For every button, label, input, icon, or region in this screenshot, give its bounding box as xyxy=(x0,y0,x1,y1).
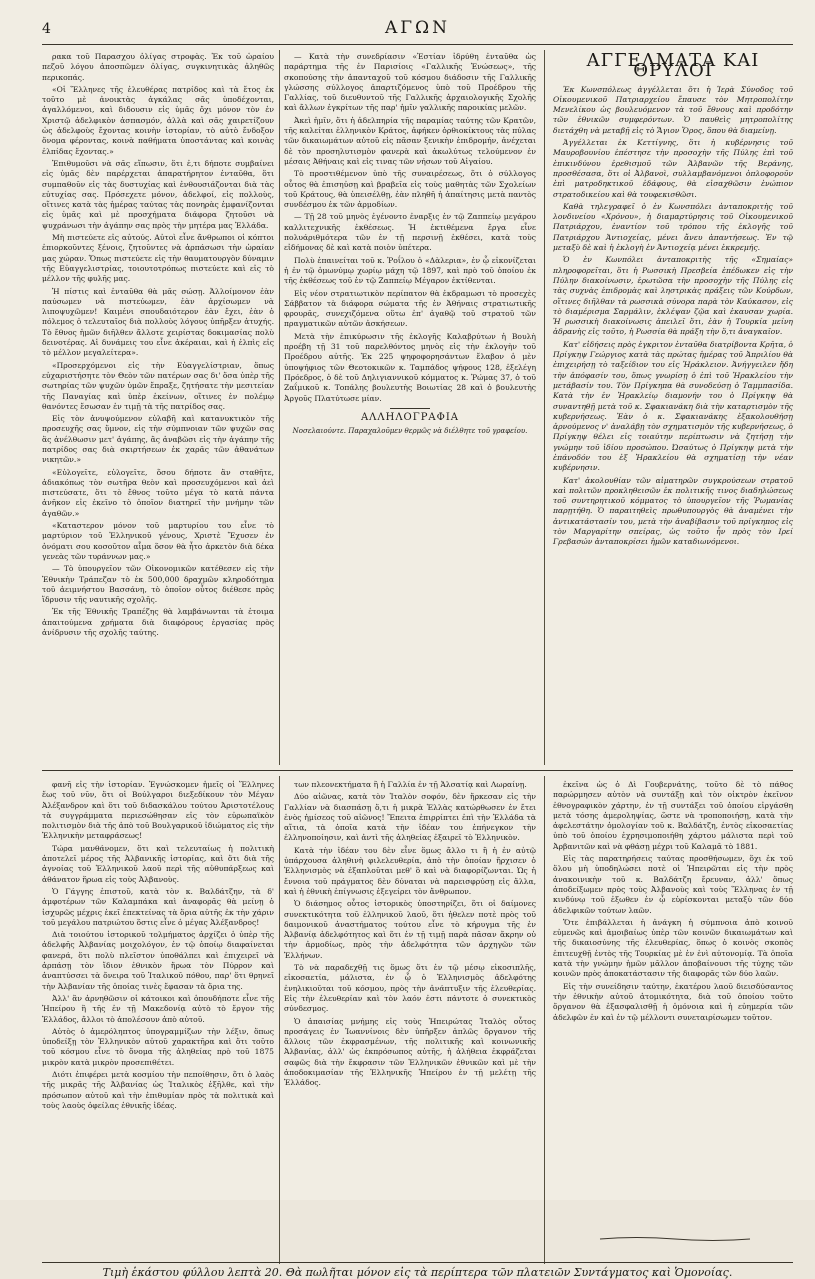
price-notice: Τιμὴ ἑκάστου φύλλου λεπτὰ 20. Θὰ πωλῆται μόνον εἰς τὰ περίπτερα τῶν πλατειῶν Συντάγματος καὶ Ὁμονοίας. xyxy=(102,1266,733,1279)
article-paragraph: ρακα τοῦ Παρασχου ὀλίγας στροφὰς. Ἐκ τοῦ ὡραίου πεζοῦ λόγου ἀποσπῶμεν ὀλίγας, συγκινητικὰς ἀληθῶς περικοπάς. xyxy=(42,52,274,82)
article-paragraph: Αὐτὸς ὁ ἀμερόληπτος ὑπογραμμίζων τὴν λέξιν, ὅπως ὑποδείξῃ τὸν Ἑλληνικὸν αὐτοῦ χαρακτῆρα καὶ ὅτι τοῦτο τοῦ κόσμου εἶνε τὸ ὄνομα τῆς ἀληθείας πρὸ τοῦ 1875 μικρὸν κατὰ μικρὸν προσεπιθέτει. xyxy=(42,1026,274,1067)
column-rule xyxy=(544,50,545,765)
article-paragraph: Ἐπιθυμοῦσι νὰ σᾶς εἴπωσιν, ὅτι ἐ,τι δήποτε συμβαίνει εἰς ὑμᾶς δὲν παρέρχεται ἀπαρατήρητον ἐνταῦθα, ὅτι συμπαθοῦν εἰς τὰς δυστυχίας καὶ ἐνθουσιάζονται διὰ τὰς εὐτυχίας σας. Πρόσεχετε μόνον, ἀδελφοί, εἰς πολλοὺς, οἵτινες κατὰ τὰς ἡμέρας ταύτας τὰς πονηρὰς ἐμφανίζονται εἰς ὑμᾶς καὶ μὲ προσχήματα διάφορα ζητοῦσι νὰ ψυχράνωσι τὴν ἀγάπην σας πρὸς τὴν μητέρα μας Ἑλλάδα. xyxy=(42,158,274,230)
article-paragraph: Ἀλλ' ἂν ἀρνηθῶσιν οἱ κάτοικοι καὶ ὁπουδήποτε εἶνε τῆς Ἠπείρου ἢ τῆς ἐν τῇ Μακεδονίᾳ αὐτὸ τὸ ἔργον τῆς Ἑλλάδος, ἄλλοι τὸ ἀπολέσουν ἀπὸ αὐτοῦ. xyxy=(42,993,274,1024)
footer-divider xyxy=(42,1262,793,1263)
article-paragraph: Τὸ νὰ παραδεχθῇ τις ὅμως ὅτι ἐν τῷ μέσῳ εἰκοσιπλῆς, εἰκοσαετία, μάλιστα, ἐν ᾧ ὁ Ἑλληνισμὸς ἀδελφότης ἐνηλικιοῦται τοῦ κόσμου, πρὸς τὴν ἀνάπτυξιν τῆς ἐλευθερίας. Εἰς τὴν ἐλευθερίαν καὶ τὸν λαόν ἐστι πάντοτε ὁ συνεκτικὸς σύνδεσμος. xyxy=(284,963,536,1014)
article-paragraph: — Κατὰ τὴν συνεδρίασιν «Ἑστίαν ἰδρύθη ἐνταῦθα ὡς παράρτημα τῆς ἐν Παρισίοις «Γαλλικῆς Ἑνώσεως», τῆς σκοπούσης τὴν ἀπανταχοῦ τοῦ κόσμου διάδοσιν τῆς Γαλλικῆς γλώσσης σύλλογος ἀπαρτιζόμενος ὑπὸ τοῦ Προέδρου τῆς Γαλλίας, τοῦ διευθυντοῦ τῆς Γαλλικῆς ἀρχαιολογικῆς Σχολῆς καὶ ἄλλων ἐγκρίτων τῆς παρ' ἡμῖν γαλλικῆς παροικίας μελῶν. xyxy=(284,52,536,113)
column-left-lower xyxy=(42,780,274,1260)
page-header xyxy=(42,18,793,45)
news-item: Ὁ ἐν Κωνπόλει ἀνταποκριτὴς τῆς «Σημαίας» πληροφορεῖται, ὅτι ἡ Ρωσσικὴ Πρεσβεία ἐπέδωκεν εἰς τὴν Πύλην διακοίνωσιν, ἐρωτῶσα τὴν προσοχὴν τῆς Πύλης εἰς τὰς συχνὰς ἐπιδρομὰς καὶ ληστρικὰς πράξεις τῶν Κούρδων, οἵτινες διῆλθαν τὰ ρωσσικὰ σύνορα παρὰ τὸν Καύκασον, εἰς τὸ διαμέρισμα Σαρμάλιν, ἐκλέψαν ζῷα καὶ ἐκαυσαν χωρία. Ἡ ρωσσικὴ διακοίνωσις ἀπειλεῖ ὅτι, ἐὰν ἡ Τουρκία μείνη ἀδρανὴς εἰς τοῦτο, ἡ Ρωσσία θὰ πράξη τὴν ὅ,τι ἀναγκαῖον. xyxy=(553,255,793,337)
page-number: 4 xyxy=(42,21,51,37)
column-right xyxy=(553,52,793,764)
column-middle xyxy=(284,52,536,637)
correspondence-heading: ΑΛΛΗΛΟΓΡΑΦΙΑ xyxy=(360,411,460,423)
column-rule xyxy=(544,776,545,1264)
article-paragraph: των πλεονεκτήματα ἢ ἡ Γαλλία ἐν τῇ Ἀλσατίᾳ καὶ Λωραίνῃ. xyxy=(294,780,527,789)
article-paragraph: Ἡ πίστις καὶ ἐνταῦθα θὰ μᾶς σώσῃ. Ἀλλοίμονον ἐὰν παύσωμεν νὰ πιστεύωμεν, ἐὰν ἀρχίσωμεν νὰ λιποψυχῶμεν! Καιμένι σπουδαιότερον ἐὰν ἔχει, ἐὰν ὁ πόλεμος ὁ τελευταῖος διὰ πολλοὺς λόγους ὑπῆρξεν ἀτυχής. Τὸ ἔθνος ἡμῶν διῆλθεν ἄλλοτε χειρίστας δοκιμασίας πολὺ δεινοτέρας. Αἱ δυνάμεις του εἶνε ἀκέραιαι, καὶ ἡ ἐλπὶς εἰς τὸ μέλλον μεγαλείτερα». xyxy=(42,286,274,358)
news-item: Καθὰ τηλεγραφεῖ ὁ ἐν Κωνσπόλει ἀνταποκριτὴς τοῦ λονδινείου «Χρόνου», ἡ διαμαρτύρησις τοῦ Οἰκουμενικοῦ Πατριάρχου, ἐναντίον τοῦ τρόπου τῆς ἐκλογῆς τοῦ Πατριάρχου Ἀντιοχείας, μένει ἄνευ ἀπαντήσεως. Ἐν τῷ μεταξὺ δὲ καὶ ἡ ἐκλογὴ ἐν Ἀντιοχείᾳ μένει ἐκκρεμής. xyxy=(553,201,793,253)
correspondence-notice: Νοσελαιούντε. Παραχαλοῦμεν θερμῶς νὰ διέλθητε τοῦ γραφείου. xyxy=(292,427,528,436)
article-paragraph: Τώρα μανθάνομεν, ὅτι καὶ τελευταίως ἡ πολιτικὴ ἀποτελεῖ μέρος τῆς Ἀλβανικῆς ἱστορίας, καὶ ὅτι διὰ τῆς ἀγνοίας τοῦ Ἑλληνικοῦ λαοῦ περὶ τῆς αὐθυπάρξεως καὶ ἀθάνατον ἥρωα εἰς τοὺς Ἀλβανοὺς. xyxy=(42,843,274,884)
article-paragraph: Μετὰ τὴν ἐπικύρωσιν τῆς ἐκλογῆς Καλαβρύτων ἡ Βουλὴ προέβη τῇ 31 τοῦ παρελθόντος μηνὸς εἰς τὴν ἐκλογὴν τοῦ Προέδρου αὐτῆς. Ἐκ 225 ψηφοφορησάντων ἔλαβον ὁ μὲν ὑποψήφιος τῶν Θεοτοκικῶν κ. Ταμπάδος ψήφους 128, ἐξελέγη Πρόεδρος, ὁ δὲ τοῦ Δηλιγιαννικοῦ κόμματος κ. Ῥώμας 37, ὁ τοῦ Ζαΐμικοῦ κ. Τοπάλης βουλευτὴς Βοιωτίας 28 καὶ ὁ βουλευτὴς Ἀργοῦς Πλατύτωσε μίαν. xyxy=(284,331,536,403)
news-item: Ἐκ Κωνσπόλεως ἀγγέλλεται ὅτι ἡ Ἱερὰ Σύνοδος τοῦ Οἰκουμενικοῦ Πατριαρχείου ἔπαυσε τὸν Μητροπολίτην Μενελίκου ὡς βουλευόμενον τὰ τοῦ ἔθνους καὶ προδότην τῶν ἐθνικῶν συμφερόντων. Ὁ παυθεὶς μητροπολίτης διετάχθη νὰ μεταβῇ εἰς τὸ Ἅγιον Ὄρος, ὅπου θὰ διαμείνῃ. xyxy=(553,84,793,135)
article-paragraph: — Τῇ 28 τοῦ μηνὸς ἐγένοντο ἐναρξις ἐν τῷ Ζαππείῳ μεγάρου καλλιτεχνικῆς ἐκθέσεως. Ἡ ἐκτιθέμενα ἔργα εἶνε πολυάριθμότερα τῶν ἐν τῇ περσινῇ ἐκθέσει, κατὰ τοὺς εἰδήμονας δὲ καὶ κατὰ ποιὸν ὑπέτερα. xyxy=(284,212,536,253)
article-paragraph: Κατὰ τὴν ἰδέαν του δὲν εἶνε ὅμως ἄλλο τι ἢ ἡ ἐν αὐτῷ ὑπάρχουσα ἀληθινὴ φιλελευθερία, ἀπὸ τὴν ὁποίαν ἤρχισεν ὁ Ἑλληνισμὸς νὰ ἐξαπλοῦται μεθ' ὃ καὶ νὰ διαφορίζωνται. Ὡς ἡ ἔννοια τοῦ πράγματος δὲν δύναται νὰ παρεισφρύσῃ εἰς ἄλλα, καὶ ἡ ἐθνικὴ ἐπίγνωσις ἐξεγείρει τὸν ἄνθρωπον. xyxy=(284,845,536,896)
article-paragraph: ἐκεῖνα ὡς ὁ Δὶ Γουβερνάτης, τοῦτο δὲ τὸ πάθος παρώρμησεν αὐτὸν νὰ συντάξῃ καὶ τὸν οἰκτρὸν ἐκεῖνον ἐθνογραφικὸν χάρτην, ἐν τῇ συντάξει τοῦ ὁποίου εἰργάσθη μετὰ τόσης ἀμεροληψίας, ὥστε νὰ τροποποιήσῃ, κατὰ τὴν ἀφελεστάτην ὁμολογίαν τοῦ κ. Βαλδάτζη, ἐντὸς εἰκοσαετίας ὑπὸ τοῦ ὁποίου ἐχρησιμοποιήθη χάρτου μάλιστα περὶ τοῦ Ἀρβανιτῶν καὶ νὰ φθάσῃ μέχρι τοῦ Καλαμᾶ τὸ 1881. xyxy=(553,780,793,851)
article-paragraph: Ὁ ἀπαισίας μνήμης εἰς τοὺς Ἠπειρώτας Ἰταλὸς οὗτος προσάγεις ἐν Ἰωαννίνοις δὲν ὑπῆρξεν ἁπλῶς ὄργανον τῆς ἄλλοις τῶν ἐκφρασμένων, τῆς πολιτικῆς καὶ κοινωνικῆς Ἀλβανίας, ἀλλ' ὡς ἐκπρόσωπος αὐτῆς, ἡ ἀλήθεια ἐκφράζεται σαφῶς διὰ τὴν ἔκφρασιν τῶν Ἑλληνικῶν ἐθνικῶν καὶ μὲ τὴν ἀποδοκιμασίαν τῆς Ἑλληνικῆς Ἠπείρου ἐν τῇ μελέτῃ τῆς Ἑλλάδος. xyxy=(284,1016,536,1088)
article-paragraph: Πολὺ ἐπαινείται τοῦ κ. Ῥοΐλου ὁ «Δὰλερια», ἐν ᾧ εἰκονίζεται ἡ ἐν τῷ ὁμωνύμῳ χωρίῳ μάχη τῷ 1897, καὶ πρὸ τοῦ ὁποίου ἐκ τῆς ἐκθέσεως τοῦ ἐν τῷ Ζαππείῳ Μέγαρον ἐκτίθενται. xyxy=(284,255,536,286)
article-paragraph: Εἰς νέον στρατιωτικὸν περίπατον θὰ ἐκδραμωσι τὸ προσεχὲς Σάββατον τὰ διάφορα σώματα τῆς ἐν Ἀθήναις στρατιωτικῆς φρουρᾶς, συνεχιζόμενα οὕτω ἐπ' ἀγαθῷ τοῦ στρατοῦ τῶν πραγματικῶν αὐτῶν ἀσκήσεων. xyxy=(284,288,536,329)
column-right-lower xyxy=(553,780,793,1258)
article-paragraph: Διὰ τοιούτου ἱστορικοῦ τολμήματος ἀρχίζει ὁ ὑπὲρ τῆς ἀδελφῆς Ἀλβανίας μοιχολόγον, ἐν τῷ ὁποίῳ διαφαίνεται φανερά, ὅτι πολὺ πλεῖστον ὑποθάλπει καὶ ἐπιχειρεῖ νὰ ἀρπάσῃ τὸν ἴδιον ἐθνικὸν ἥρωα τὸν Πύρρον καὶ ἀναπτύσσει τὰ ὄνειρα τοῦ Ἰταλικοῦ πόθου, παρ' ὅτι θρηνεῖ τὴν Ἀλβανίαν τῆς ὁποίας τινὲς ἔφασαν τὰ ὅρια της. xyxy=(42,930,274,991)
article-paragraph: «Καταστερον μόνον τοῦ μαρτυρίου του εἶνε τὸ μαρτύριον τοῦ Ἑλληνικοῦ γένους, Χριστὲ Ἔχυσεν ἐν ὀνόματι σου κοσοῦτον αἷμα ὅσον θὰ ἦτο ἀρκετὸν διὰ δέκα γενεὰς τῶν τυράννων μας.» xyxy=(42,521,274,561)
column-rule xyxy=(279,776,280,1264)
article-paragraph: Ἐκ τῆς Ἐθνικῆς Τραπέζης θὰ λαμβάνωνται τὰ ἐτοιμα ἀπαιτούμενα χρήματα διὰ διαφόρους ἐργασίας πρὸς ἀνίδρυσιν τῆς σχολῆς ταύτης. xyxy=(42,607,274,638)
news-item: Κατ' ἀκολουθίαν τῶν αἱματηρῶν συγκρούσεων στρατοῦ καὶ πολιτῶν προκληθεισῶν ἐκ πολιτικῆς τινος διαδηλώσεως τοῦ συντηρητικοῦ κόμματος τὸ ὑπουργεῖον τῆς Ῥωμανίας παρῃτήθη. Ὁ παραιτηθεὶς πρωθυπουργὸς θὰ ἀναμένει τὴν ἀντικατάστασίν του, μετὰ τὴν ἀναβίβασιν τοῦ πρίγκηπος εἰς τὸν Μαργαρίτην σπείρας, ὡς τοῦτο ἦν πρὸς τὸν Ιρεί Γρεβασών ἀνταποκρίσει ἡμῶν καταδιωνόμενοι. xyxy=(553,475,793,547)
section-divider xyxy=(42,770,793,771)
column-rule xyxy=(279,50,280,765)
ornament-rule xyxy=(600,1236,750,1242)
article-paragraph: Ὁ διάσημος οὗτος ἱστορικὸς ὑποστηρίζει, ὅτι οἱ δαίμονες συνεκτικότητα τοῦ ἑλληνικοῦ λαοῦ, ὅτι ἡθελεν ποτὲ πρὸς τοῦ δαιμονικοῦ ἀναστήματος τούτου εἶνε τὸ κήρυγμα τῆς ἐν Ἀλβανίᾳ ἀδελφότητος καὶ ὅτι ἐν τῇ τιμῇ παρὰ πᾶσαν ἄκρην οὐ τὴν ἀρμοδίως, πρὸς τὴν ἀδελφότητα τῶν ἀρχηγῶν τῶν Ἑλλήνων. xyxy=(284,899,536,960)
article-paragraph: Ὅτε ἐπιβάλλεται ἡ ἀνάγκη ἡ σύμπνοια ἀπὸ κοινοῦ εὐμενῶς καὶ ἀμοιβαίως ὑπὲρ τῶν κοινῶν δικαιωμάτων καὶ τῆς δικαιοσύνης τῆς ἐλευθερίας, ὅπως ὁ κοινὸς σκοπὸς ἐπιτευχθῇ ἐντὸς τῆς Τουρκίας μὲ ἐν ἑνὶ αὐτονομίᾳ. Τὰ ὁποῖα κατὰ τὴν γνώμην ἡμῶν μᾶλλον ἀποβαίνουσι τῆς τύχης τῶν κοινῶν πρὸς ἀποκατάστασιν τῆς διαφορᾶς τῶν δύο λαῶν. xyxy=(553,917,793,979)
article-paragraph: φανῆ εἰς τὴν ἱστορίαν. Ἐγνώσκομεν ἡμεῖς οἱ Ἕλληνες ἕως τοῦ νῦν, ὅτι οἱ Βούλγαροι διεξεδίκουν τὸν Μέγαν Ἀλέξανδρον καὶ ὅτι τοῦ διδασκάλου τούτου Ἀριστοτέλους τὰ συγγράμματα περιεσώθησαν εἰς τὸν εὐρωπαϊκὸν πολιτισμὸν διὰ τῆς ἀπὸ τοῦ Βουλγαρικοῦ ἰδιώματος εἰς τὴν Ἑλληνικὴν μεταφράσεως! xyxy=(42,780,274,841)
article-paragraph: Ὁ Γάγγης ἐπιστοῦ, κατὰ τὸν κ. Βαλδάτζην, τὰ δ' ἀμφοτέρων τῶν Καλαμπάκα καὶ ἀναφορᾶς θὰ μείνῃ ὁ ἰσχυρῶς μέχρις ἐκεῖ ἐπεκτείνας τὰ ὅρια αὐτῆς ἐκ τὴν χάριν τοῦ μεγάλου πατριώτου ὅστις εἶνε ὁ μέγας Ἀλέξανδρος! xyxy=(42,886,274,927)
masthead: ΑΓΩΝ xyxy=(384,18,451,38)
article-paragraph: — Τὸ ὑπουργεῖον τῶν Οἰκονομικῶν κατέθεσεν εἰς τὴν Ἐθνικὴν Τράπεζαν τὸ ἐκ 500,000 δραχμῶν κληροδότημα τοῦ ἀειμνήστου Βασσάνη, τὸ ὁποῖον οὗτος διέθεσε πρὸς ἵδρυσιν τῆς ναυτικῆς σχολῆς. xyxy=(42,564,274,605)
article-paragraph: Εἰς τὴν συνείδησιν ταύτην, ἑκατέρου λαοῦ διεισδύσαντος τὴν ἐθνικὴν αὐτοῦ ἀτομικότητα, διὰ τοῦ ὁποίου τοῦτο ὄργανον θὰ ἐξασφαλισθῇ ἡ ὁμόνοια καὶ ἡ εὐημερία τῶν ἀδελφῶν ἐν καὶ ἐν τῷ μέλλοντι συνεταιρίσωμεν τοῦτον. xyxy=(553,981,793,1022)
article-paragraph: Ἀκεὶ ἡμῖν, ὅτι ἡ ἀδελπηρία τῆς παραμίας ταύτης τῶν Κρατῶν, τῆς καλείται ἑλληνικὸν Κράτος, ἀφήκεν ὁρθιοκίκτους τὰς πύλας τῶν δικαιωμάτων αὐτοῦ εἰς πᾶσαν ξενικὴν ἐπιδρομήν, ἀνέχεται δὲ τὸν προσηλυτισμὸν φανερὰ καὶ ἀκωλύτως τελούμενον ἐν μέσαις Ἀθήναις καὶ εἰς τινας τῶν νήσων τοῦ Αἰγαίου. xyxy=(284,115,536,166)
news-item: Ἀγγέλλεται ἐκ Κεττίγνης, ὅτι ἡ κυβέρνησις τοῦ Μαυροβουνίου ἐπέστησε τὴν προσοχὴν τῆς Πύλης ἐπὶ τοῦ ἐπικινδύνου ἐρεθισμοῦ τῶν Ἀλβανῶν τῆς Βεράνης, προσθέσασα, ὅτι οἱ Ἀλβανοὶ, συλλαμβανόμενοι ὁπλοφοροῦν ἐπὶ ματροδηκτικοῦ ἐδάφους, θὰ εἰσαχθῶσιν ἐνώπιον στρατοδικείου καὶ θὰ τουφεκισθῶσι. xyxy=(553,138,793,199)
article-paragraph: «Προσερχόμενοι εἰς τὴν Εὐαγγελίστριαν, ὅπως εὐχαριστήσητε τὸν Θεὸν τῶν πατέρων σας δι' ὅσα ὑπὲρ τῆς σωτηρίας τῶν ψυχῶν ὑμῶν ἔπραξε, ζητήσατε τὴν μεσιτείαν τῆς Παναγίας καὶ ὑπὲρ ἐκείνων, οἵτινες ἐν πολέμῳ θανόντες ἔσωσαν ἐν τιμῇ τὰ τῆς πατρίδος σας. xyxy=(42,360,274,411)
separator xyxy=(390,408,430,409)
column-left xyxy=(42,52,274,638)
article-paragraph: «Οἱ Ἕλληνες τῆς ἐλευθέρας πατρίδος καὶ τὰ ἔτος ἐκ τοῦτο μὲ ἀνοικτὰς ἀγκάλας σᾶς ὑποδέχονται, ἀγαλλόμενοι, καὶ διδουσιν εἰς ὑμᾶς ὄχι μόνον τὸν ἐν Χριστῷ ἀδελφικὸν ἀσπασμόν, ἀλλὰ καὶ σᾶς χαιρετίζουν ὡς ἀδελφοὺς ἔχοντας κοινὴν ἱστορίαν, τὸ αὐτὸ ἔνδοξον ὄνομα φέροντας, κοινὰ παθήματα ὑποστάντας καὶ κοινὰς ἐλπίδας ἔχοντας.» xyxy=(42,84,274,156)
news-item: Κατ' εἰδήσεις πρὸς ἐγκριτον ἐνταῦθα διατρίβοντα Κρῆτα, ὁ Πρίγκηψ Γεώργιος κατὰ τὰς πρώτας ἡμέρας τοῦ Ἀπριλίου θὰ ἐπιχειρήσῃ τὸ ταξείδιον του εἰς Ἡράκλειον. Ἀνήγγειλεν ἤδη τὴν ἀπόφασίν του, ὅπως γνωρίσῃ ὁ ἐπὶ τοῦ Ἡρακλείου τὴν μετάβασίν του. Τὸν Πρίγκηπα θὰ συνοδεύσῃ ὁ Ταμμπασίδα. Κατὰ τὴν ἐν Ἡρακλείῳ διαμονήν του ὁ Πρίγκηψ θὰ συναντηθῇ μετὰ τοῦ κ. Σφακιανάκη διὰ τὴν καταρτισμὸν τῆς κυβερνήσεως. Ἐὰν ὁ κ. Σφακιανάκης ἐξακολουθήσῃ ἀρνούμενος ν' ἀναλάβῃ τὸν σχηματισμὸν τῆς κυβερνήσεως, ὁ Πρίγκηψ θέλει εἰς τοιαύτην περίπτωσιν νὰ ζητήσῃ τὴν γνώμην τοῦ ἰδίου προσώπου. Ὠσαύτως ὁ Πρίγκηψ μετὰ τὴν ἐπάνοδόν του ἐξ Ἡρακλείου θὰ σχηματίσῃ τὴν νέαν κυβέρνησιν. xyxy=(553,339,793,473)
article-paragraph: Εἰς τὰς παρατηρήσεις ταύτας προσθήσωμεν, ὅχι ἐκ τοῦ ὅλου μὴ ὑποδηλώσει ποτὲ οἱ Ἠπειρῶται εἰς τὴν πρὸς ἀνακοινικὴν τοῦ κ. Βαλδάτζη ἔρευναν, ἀλλ' ὅπως ἀποδείξωμεν πρὸς τοὺς Ἀλβανοὺς καὶ τοὺς Ἕλληνας ἐν τῇ κινδύνῳ τοῦ ἐξωθεν ἐν ᾧ εὑρίσκονται μεταξὺ τῶν δύο ἀδελφικῶν τούτων λαῶν. xyxy=(553,854,793,915)
article-paragraph: Δύο αἰῶνας, κατὰ τὸν Ἰταλὸν σοφόν, δὲν ἤρκεσαν εἰς τὴν Γαλλίαν νὰ διασπάσῃ ὅ,τι ἡ μικρὰ Ἑλλὰς κατώρθωσεν ἐν ἔτει ἑνὸς ἡμίσεος τοῦ αἰῶνος! Ἔπειτα ἐπιρρίπτει ἐπὶ τὴν Ἑλλάδα τὰ αἴτια, τὰ ὁποῖα κατὰ τὴν ἰδέαν του ἐπήνεγκον τὴν ἐλληνοποίησιν, καὶ ἀντὶ τῆς ἀληθείας ἐξαιρεῖ τὸ Ἑλληνικὸν. xyxy=(284,792,536,843)
column-middle-lower xyxy=(284,780,536,1260)
article-paragraph: «Εὐλογεῖτε, εὐλογεῖτε, ὅσου δήποτε ἂν σταθῆτε, ἀδιακόπως τὸν σωτῆρα θεὸν καὶ προσευχόμενοι καὶ ἀεὶ πιστεύσατε, ὅτι τὸ ἔθνος τοῦτο μέγα τὸ κατὰ πάντα ἀνῆκον εἰς ἐκεῖνο τὸ ὁποῖον διατηρεῖ τὴν μνήμην τῶν ἀγαθῶν.» xyxy=(42,467,274,518)
article-paragraph: Μὴ πιστεύετε εἰς αὐτούς. Αὐτοὶ εἶνε ἄνθρωποι οἱ κόπτοι ἐπιορκοῦντες ξένοις, ζητοῦντες νὰ ἀρπάσωσι τὴν ὡραίαν μας χώραν. Ὅπως πιστεύετε εἰς τὴν θαυματουργὸν δύναμιν τῆς Εὐαγγελιστρίας, τοιουτοτρόπως πιστεύετε καὶ εἰς τὸ μέλλον τῆς φυλῆς μας. xyxy=(42,233,274,284)
article-paragraph: Εἰς τὸν ἀνυψούμενον εὐλαβῆ καὶ κατανυκτικὸν τῆς προσευχῆς σας ὕμνον, εἰς τὴν σύμπνοιαν τῶν ψυχῶν σας ἂς ἀνέλθωσιν μετ' ἀγάπης, ἂς ἀναβῶσι εἰς τὴν ἀγάπην τῆς πατρίδος σας διὰ σκιρτήσεων ἐκ χαρᾶς τῶν ἀθανάτων νικητῶν.» xyxy=(42,414,274,465)
article-paragraph: Τὸ προστιθέμενον ὑπὸ τῆς συναιρέσεως, ὅτι ὁ σύλλογος οὗτος θὰ ἐπισηὐσῃ καὶ βραβεῖα εἰς τοὺς μαθητὰς τῶν Σχολείων τοῦ Κράτους, θὰ ὑπεισέλθῃ, ἐὰν πληθῆ ἡ ἀπαίτησις μετὰ παντὸς συνδέσμου ἐκ τῶν ἀρμοδίων. xyxy=(284,169,536,210)
section-heading: ΑΓΓΕΛΜΑΤΑ ΚΑΙ ΘΡΥΛΟΙ xyxy=(586,50,760,82)
article-paragraph: Διότι ἐπιφέρει μετὰ κοσμίου τὴν πεποίθησιν, ὅτι ὁ λαὸς τῆς μικρᾶς τῆς Ἀλβανίας ὡς Ἰταλικὸς ἐξῆλθε, καὶ τὴν πρόσωπον αὐτοῦ καὶ τὴν ἐπιθυμίαν πρὸς τὰ πολιτικὰ καὶ τοὺς λαοὺς ὀφείλας ἐθνικῆς ἰδέας. xyxy=(42,1070,274,1110)
